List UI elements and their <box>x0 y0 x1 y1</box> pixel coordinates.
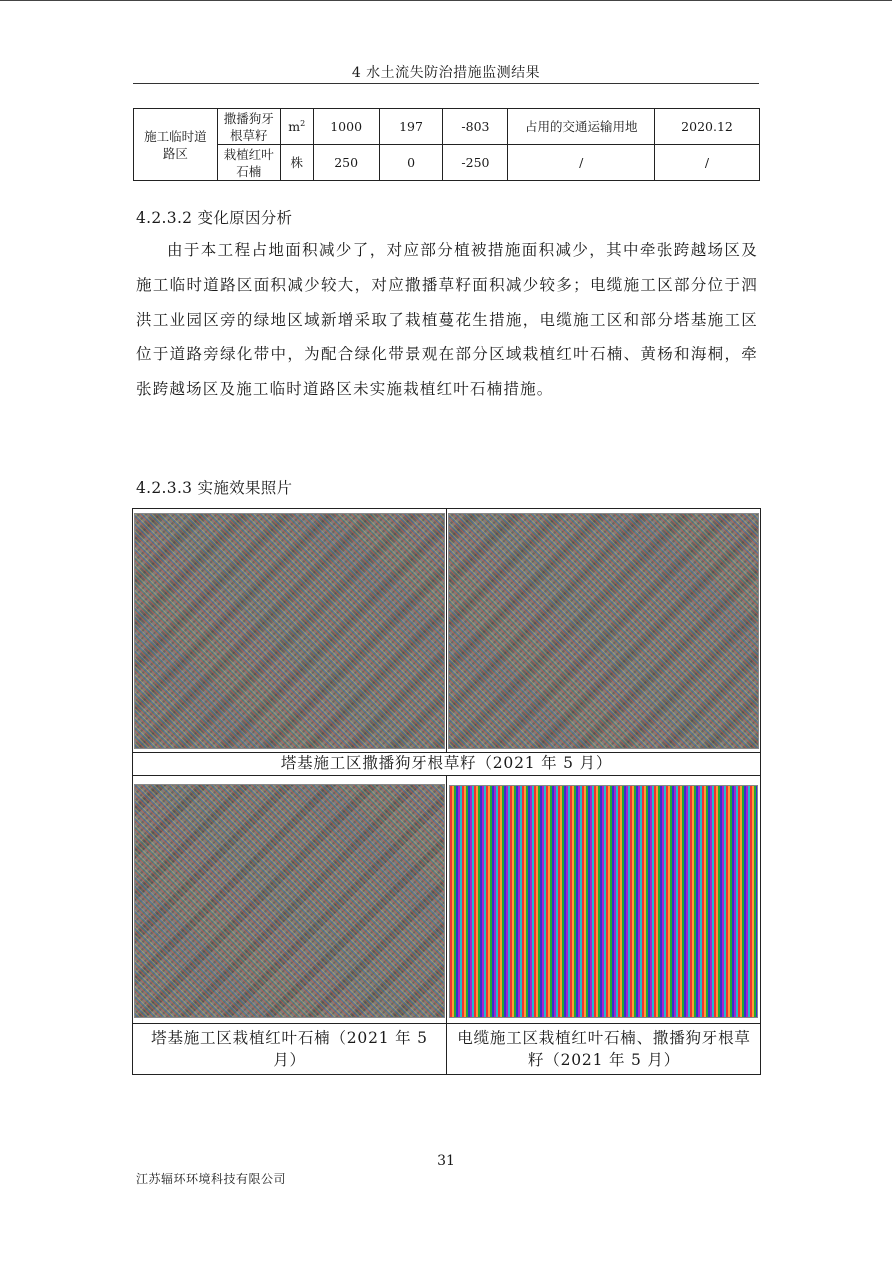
photos-heading: 4.2.3.3 实施效果照片 <box>136 479 293 497</box>
change-reason-paragraph: 由于本工程占地面积减少了，对应部分植被措施面积减少，其中牵张跨越场区及施工临时道路区面积减少较大，对应撒播草籽面积减少较多；电缆施工区部分位于泗洪工业园区旁的绿地区域新增采取了栽植蔓花生措施，电缆施工区和部分塔基施工区位于道路旁绿化带中，为配合绿化带景观在部分区域栽植红叶石楠、黄杨和海桐，牵张跨越场区及施工临时道路区未实施栽植红叶石楠措施。 <box>136 241 758 399</box>
photo-top-left <box>134 513 445 749</box>
photo-bottom-right <box>449 785 758 1018</box>
caption-bottom-right: 电缆施工区栽植红叶石楠、撒播狗牙根草籽（2021 年 5 月） <box>457 1029 751 1069</box>
table-cell-area: 施工临时道路区 <box>134 109 218 181</box>
table-cell-change: -803 <box>443 109 508 145</box>
change-reason-heading: 4.2.3.2 变化原因分析 <box>136 209 293 227</box>
table-cell-location: / <box>508 145 655 181</box>
table-cell-change: -250 <box>443 145 508 181</box>
table-row <box>134 145 760 181</box>
photo-top-right <box>448 513 759 749</box>
table-cell-planned: 1000 <box>313 109 379 145</box>
table-row <box>134 109 760 145</box>
caption-bottom-left: 塔基施工区栽植红叶石楠（2021 年 5 月） <box>151 1029 428 1069</box>
table-cell-location: 占用的交通运输用地 <box>508 109 655 145</box>
page-number: 31 <box>437 1153 455 1169</box>
caption-top: 塔基施工区撒播狗牙根草籽（2021 年 5 月） <box>280 754 613 772</box>
divider <box>133 1023 760 1024</box>
divider <box>446 509 447 752</box>
table-cell-measure: 栽植红叶石楠 <box>217 145 280 181</box>
table-cell-date: / <box>655 145 760 181</box>
table-cell-unit: $m^2$ <box>280 109 313 145</box>
table-cell-actual: 0 <box>379 145 443 181</box>
photo-bottom-left <box>134 784 445 1018</box>
table-cell-date: 2020.12 <box>655 109 760 145</box>
header-rule <box>133 83 759 84</box>
table-cell-measure: 撒播狗牙根草籽 <box>217 109 280 145</box>
top-border <box>0 0 892 1</box>
divider <box>446 775 447 1074</box>
footer-company: 江苏辐环环境科技有限公司 <box>136 1172 287 1186</box>
table-cell-planned: 250 <box>313 145 379 181</box>
running-header: 4 水土流失防治措施监测结果 <box>351 65 541 81</box>
measures-table <box>133 108 760 181</box>
photo-grid <box>132 508 761 1075</box>
table-cell-unit: 株 <box>280 145 313 181</box>
table-cell-actual: 197 <box>379 109 443 145</box>
